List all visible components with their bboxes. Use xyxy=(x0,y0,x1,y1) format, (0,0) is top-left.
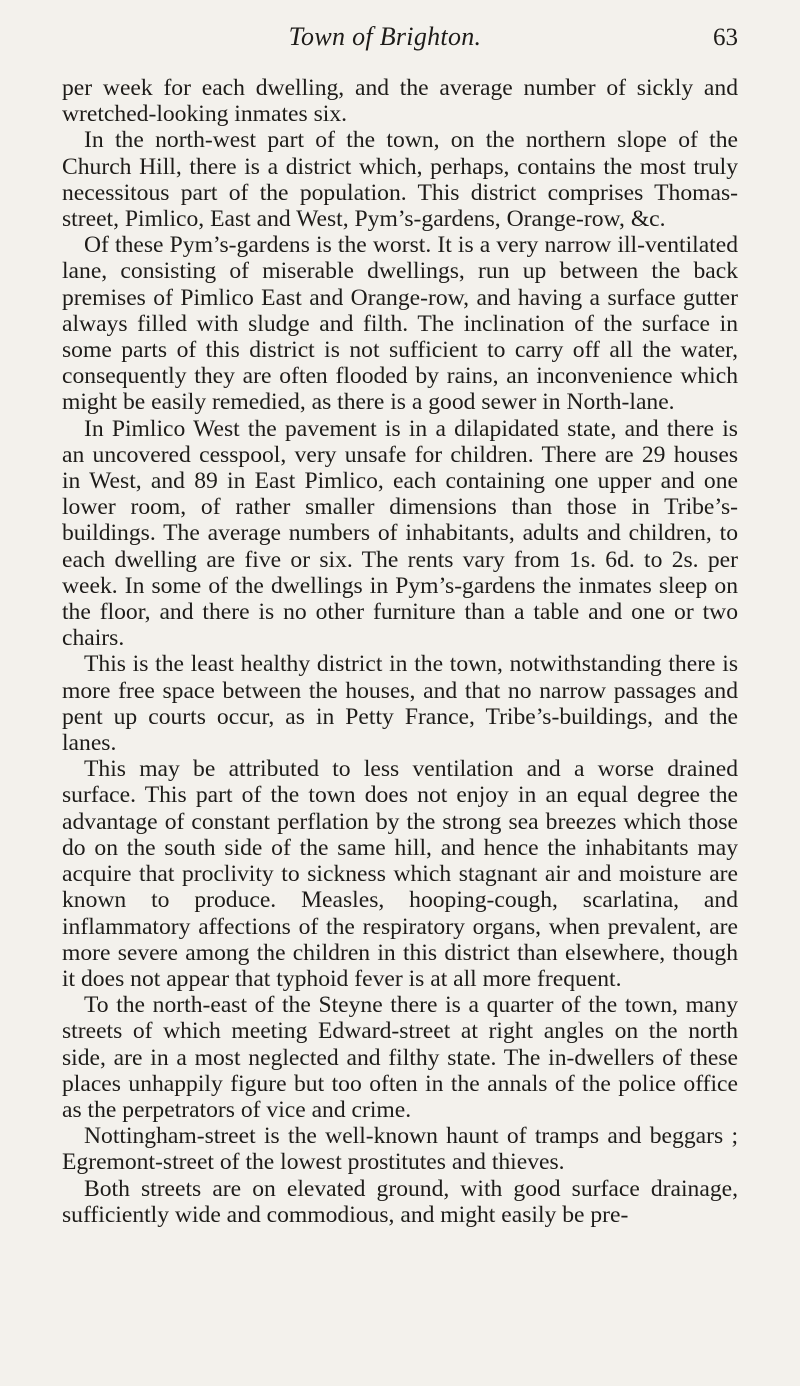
paragraph: To the north-east of the Steyne there is a quarter of the town, many streets of which meeting Edward-street at right angles on the north side, are in a most neglected and filthy state. The in-dwellers of these places unhappily figure but too often in the annals of the police office as the perpetrators of vice and crime. xyxy=(62,992,738,1123)
paragraph: This is the least healthy district in the town, notwithstanding there is more free space between the houses, and that no narrow passages and pent up courts occur, as in Petty France, Tribe’s-buildings, and the lanes. xyxy=(62,651,738,757)
paragraph: Both streets are on elevated ground, with good surface drainage, sufficiently wide and commodious, and might easily be pre- xyxy=(62,1175,738,1228)
paragraph: In Pimlico West the pavement is in a dilapidated state, and there is an uncovered cesspool, very unsafe for children. There are 29 houses in West, and 89 in East Pimlico, each containing one upper and one lower room, of rather smaller dimensions than those in Tribe’s-buildings. The average numbers of inhabitants, adults and children, to each dwelling are five or six. The rents vary from 1s. 6d. to 2s. per week. In some of the dwellings in Pym’s-gardens the inmates sleep on the floor, and there is no other furniture than a table and one or two chairs. xyxy=(62,415,738,652)
paragraph: Nottingham-street is the well-known haunt of tramps and beggars ; Egremont-street of the lowest prostitutes and thieves. xyxy=(62,1123,738,1176)
running-head xyxy=(0,14,800,54)
running-title: Town of Brighton. xyxy=(288,22,482,51)
paragraph: In the north-west part of the town, on the northern slope of the Church Hill, there is a district which, perhaps, contains the most truly necessitous part of the population. This district comprises Thomas-street, Pimlico, East and West, Pym’s-gardens, Orange-row, &c. xyxy=(62,127,738,233)
body-text xyxy=(62,75,738,1228)
paragraph: Of these Pym’s-gardens is the worst. It is a very narrow ill-ventilated lane, consisting of miserable dwellings, run up between the back premises of Pimlico East and Orange-row, and having a surface gutter always filled with sludge and filth. The inclination of the surface in some parts of this district is not sufficient to carry off all the water, consequently they are often flooded by rains, an inconvenience which might be easily remedied, as there is a good sewer in North-lane. xyxy=(62,232,738,416)
paragraph: per week for each dwelling, and the average number of sickly and wretched-looking inmates six. xyxy=(62,75,738,128)
page-number: 63 xyxy=(713,24,738,51)
paragraph: This may be attributed to less ventilation and a worse drained surface. This part of the town does not enjoy in an equal degree the advantage of constant perflation by the strong sea breezes which those do on the south side of the same hill, and hence the inhabitants may acquire that proclivity to sickness which stagnant air and moisture are known to produce. Measles, hooping-cough, scarlatina, and inflammatory affections of the respiratory organs, when prevalent, are more severe among the children in this district than elsewhere, though it does not appear that typhoid fever is at all more frequent. xyxy=(62,756,738,992)
